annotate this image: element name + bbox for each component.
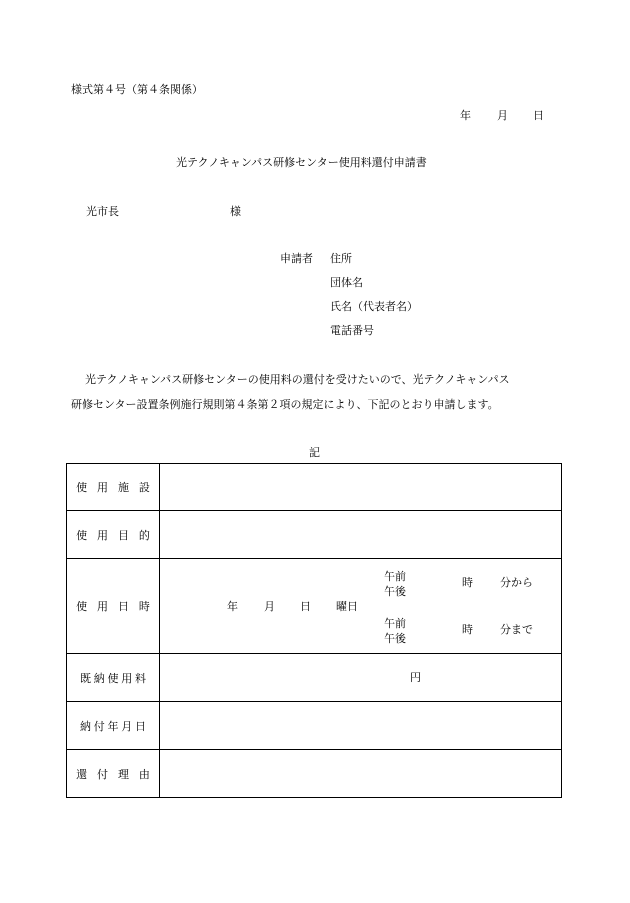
table-row-datetime [67, 559, 562, 654]
applicant-name-label: 氏名（代表者名） [330, 300, 418, 313]
end-am-label: 午前 [384, 617, 406, 630]
paid-fee-field[interactable] [160, 654, 562, 702]
form-number: 様式第４号（第４条関係） [71, 83, 203, 96]
start-minute-label: 分から [500, 576, 533, 589]
end-hour-label: 時 [462, 623, 473, 636]
paid-fee-label: 既納使用料 [67, 654, 160, 702]
table-row-refund-reason [67, 750, 562, 798]
applicant-phone-label: 電話番号 [330, 324, 374, 337]
applicant-label: 申請者 [280, 252, 313, 265]
date-day-label: 日 [533, 109, 544, 122]
end-ampm [384, 616, 406, 646]
application-table [66, 463, 562, 798]
datetime-weekday: 曜日 [336, 600, 358, 613]
applicant-address-label: 住所 [330, 252, 352, 265]
paid-fee-unit: 円 [410, 671, 421, 684]
end-minute-label: 分まで [500, 623, 533, 636]
facility-label: 使用施設 [67, 464, 160, 511]
addressee-honorific: 様 [230, 205, 241, 218]
addressee-name: 光市長 [86, 205, 119, 218]
payment-date-field[interactable] [160, 702, 562, 750]
document-title: 光テクノキャンパス研修センター使用料還付申請書 [176, 156, 427, 169]
facility-field[interactable] [160, 464, 562, 511]
purpose-field[interactable] [160, 511, 562, 559]
table-row-facility [67, 464, 562, 511]
start-ampm [384, 569, 406, 599]
start-pm-label: 午後 [384, 585, 406, 598]
payment-date-label: 納付年月日 [67, 702, 160, 750]
body-text-line-2: 研修センター設置条例施行規則第４条第２項の規定により、下記のとおり申請します。 [71, 398, 499, 411]
datetime-label: 使用日時 [67, 559, 160, 654]
end-pm-label: 午後 [384, 632, 406, 645]
start-am-label: 午前 [384, 570, 406, 583]
ki-heading: 記 [309, 446, 320, 459]
start-hour-label: 時 [462, 576, 473, 589]
datetime-month: 月 [264, 600, 275, 613]
table-row-paid-fee [67, 654, 562, 702]
date-month-label: 月 [497, 109, 508, 122]
table-row-purpose [67, 511, 562, 559]
table-row-payment-date [67, 702, 562, 750]
refund-reason-label: 還付理由 [67, 750, 160, 798]
date-year-label: 年 [460, 109, 471, 122]
refund-reason-field[interactable] [160, 750, 562, 798]
applicant-organization-label: 団体名 [330, 276, 363, 289]
datetime-field[interactable] [160, 559, 562, 654]
purpose-label: 使用目的 [67, 511, 160, 559]
datetime-year: 年 [227, 600, 238, 613]
datetime-day: 日 [300, 600, 311, 613]
body-text-line-1: 光テクノキャンパス研修センターの使用料の還付を受けたいので、光テクノキャンパス [85, 373, 510, 386]
